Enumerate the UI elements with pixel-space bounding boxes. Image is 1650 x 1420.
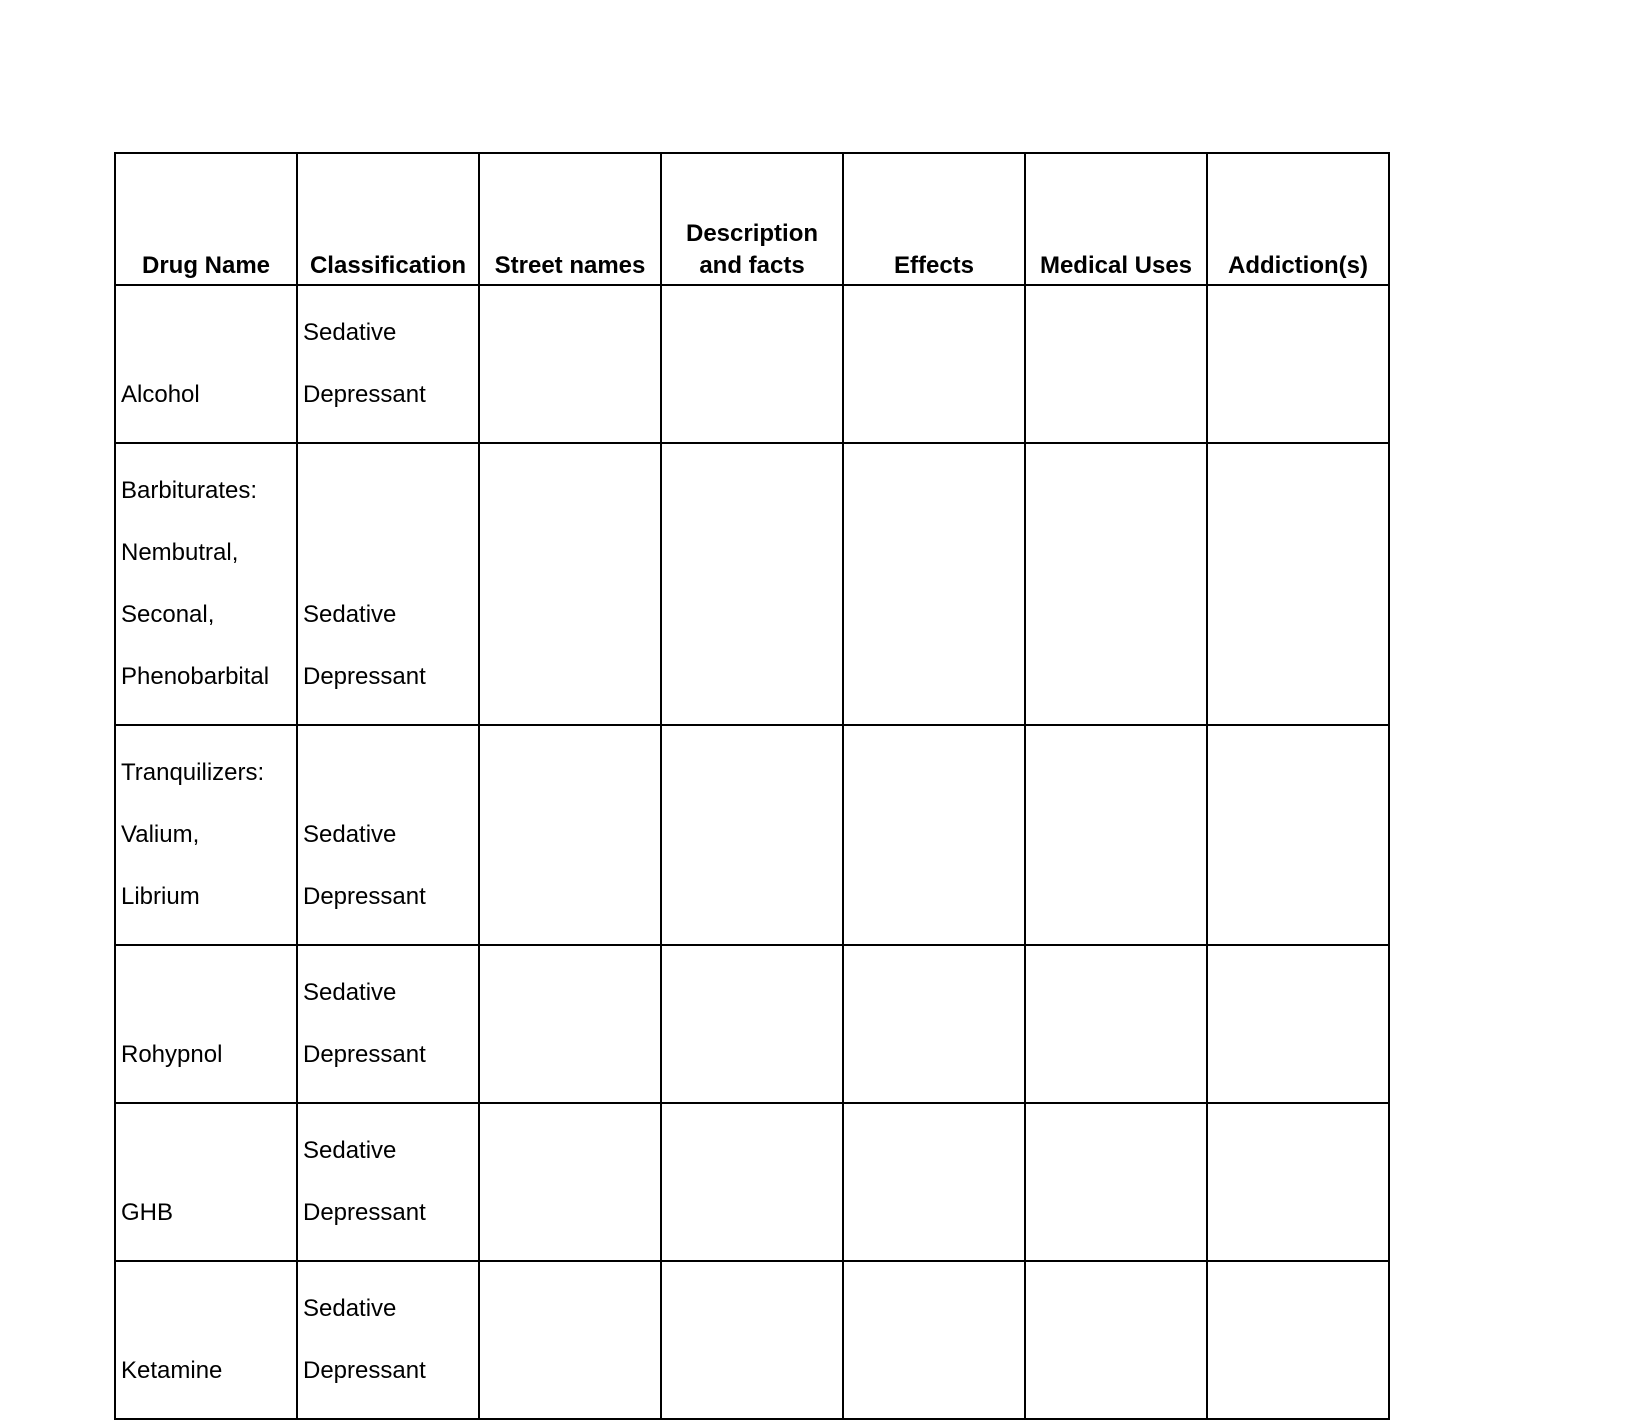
classification-line: Depressant	[303, 883, 426, 910]
cell-street-names	[479, 443, 661, 725]
cell-street-names	[479, 945, 661, 1103]
header-addictions-line: Addiction(s)	[1228, 252, 1368, 279]
table-row	[115, 725, 1389, 945]
classification-line: Depressant	[303, 381, 426, 408]
cell-drug-name	[115, 443, 297, 725]
header-effects-line: Effects	[893, 252, 975, 279]
cell-description	[661, 725, 843, 945]
classification-line: Depressant	[303, 1199, 426, 1226]
header-drug-name-line: Drug Name	[141, 252, 271, 279]
drug-name-line: Tranquilizers:	[121, 759, 265, 786]
cell-classification	[297, 443, 479, 725]
header-row	[115, 153, 1389, 285]
cell-effects	[843, 285, 1025, 443]
cell-street-names	[479, 285, 661, 443]
table-row	[115, 1103, 1389, 1261]
cell-effects	[843, 725, 1025, 945]
classification-line: Sedative	[303, 601, 397, 628]
cell-drug-name	[115, 285, 297, 443]
header-description	[661, 153, 843, 285]
cell-classification	[297, 1261, 479, 1419]
cell-medical-uses	[1025, 285, 1207, 443]
header-classification	[297, 153, 479, 285]
cell-addictions	[1207, 443, 1389, 725]
cell-addictions	[1207, 1261, 1389, 1419]
cell-effects	[843, 1261, 1025, 1419]
cell-addictions	[1207, 1103, 1389, 1261]
cell-addictions	[1207, 945, 1389, 1103]
cell-classification	[297, 1103, 479, 1261]
cell-street-names	[479, 1103, 661, 1261]
cell-effects	[843, 443, 1025, 725]
cell-effects	[843, 945, 1025, 1103]
cell-medical-uses	[1025, 1103, 1207, 1261]
cell-description	[661, 285, 843, 443]
classification-line: Depressant	[303, 663, 426, 690]
drug-name-line: Seconal,	[121, 601, 215, 628]
header-effects	[843, 153, 1025, 285]
header-classification-line: Classification	[309, 252, 467, 279]
drug-name-line: Ketamine	[121, 1357, 223, 1384]
drug-name-line: Phenobarbital	[121, 663, 270, 690]
cell-medical-uses	[1025, 725, 1207, 945]
cell-street-names	[479, 725, 661, 945]
drug-name-line: Rohypnol	[121, 1041, 223, 1068]
cell-medical-uses	[1025, 945, 1207, 1103]
cell-drug-name	[115, 1103, 297, 1261]
cell-effects	[843, 1103, 1025, 1261]
drug-name-line: Alcohol	[121, 381, 200, 408]
table-row	[115, 285, 1389, 443]
header-street-names	[479, 153, 661, 285]
classification-line: Sedative	[303, 1295, 397, 1322]
cell-medical-uses	[1025, 443, 1207, 725]
classification-line: Sedative	[303, 1137, 397, 1164]
drug-chart-table	[114, 152, 1390, 1420]
classification-line: Sedative	[303, 821, 397, 848]
cell-description	[661, 443, 843, 725]
cell-drug-name	[115, 1261, 297, 1419]
classification-line: Sedative	[303, 319, 397, 346]
drug-name-line: Valium,	[121, 821, 200, 848]
cell-classification	[297, 725, 479, 945]
cell-street-names	[479, 1261, 661, 1419]
cell-classification	[297, 285, 479, 443]
cell-description	[661, 1103, 843, 1261]
cell-drug-name	[115, 945, 297, 1103]
cell-description	[661, 945, 843, 1103]
header-description-line-2: and facts	[699, 252, 805, 279]
classification-line: Sedative	[303, 979, 397, 1006]
header-drug-name	[115, 153, 297, 285]
drug-name-line: GHB	[121, 1199, 174, 1226]
cell-classification	[297, 945, 479, 1103]
header-medical-uses	[1025, 153, 1207, 285]
cell-drug-name	[115, 725, 297, 945]
classification-line: Depressant	[303, 1357, 426, 1384]
drug-name-line: Nembutral,	[121, 539, 239, 566]
header-description-line-1: Description	[685, 220, 819, 247]
table-row	[115, 945, 1389, 1103]
cell-medical-uses	[1025, 1261, 1207, 1419]
cell-description	[661, 1261, 843, 1419]
header-medical-uses-line: Medical Uses	[1039, 252, 1193, 279]
header-addictions	[1207, 153, 1389, 285]
cell-addictions	[1207, 285, 1389, 443]
cell-addictions	[1207, 725, 1389, 945]
table-row	[115, 1261, 1389, 1419]
header-street-names-line: Street names	[494, 252, 646, 279]
table-row	[115, 443, 1389, 725]
classification-line: Depressant	[303, 1041, 426, 1068]
drug-name-line: Barbiturates:	[121, 477, 258, 504]
drug-name-line: Librium	[121, 883, 200, 910]
